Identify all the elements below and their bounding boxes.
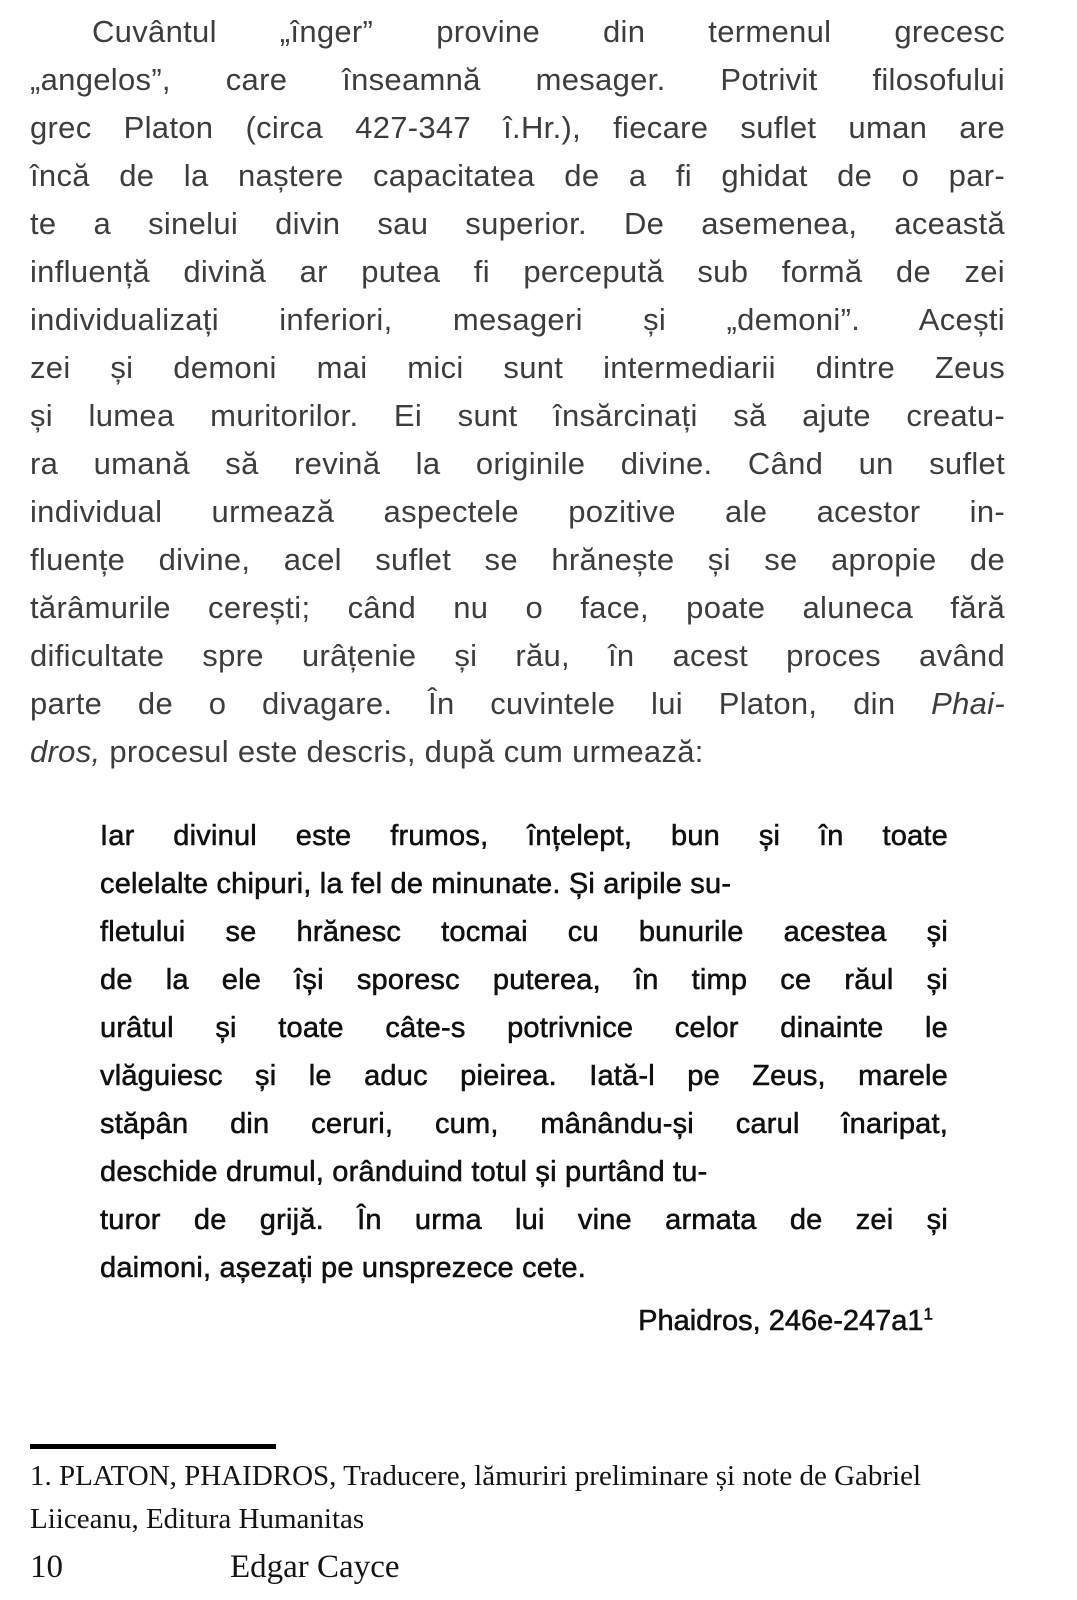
page-footer [0,1545,1077,1589]
text-line: turor de grijă. În urma lui vine armata de zei și [100,1204,948,1236]
text-line: individual urmează aspectele pozitive ale acestor in- [30,494,1005,529]
footnote [30,1455,1035,1541]
text-line: celelalte chipuri, la fel de minunate. Și aripile su- [100,868,732,900]
footnote-separator [30,1444,276,1449]
text-line: te a sinelui divin sau superior. De asemenea, această [30,206,1005,241]
text-line: Cuvântul „înger” provine din termenul grecesc [92,14,1005,49]
footnote-reference-mark: 1 [923,1304,933,1324]
text-line: „angelos”, care înseamnă mesager. Potrivit filosofului [30,62,1005,97]
text-line: dros, procesul este descris, după cum urmează: [30,734,704,769]
text-line: 1. PLATON, PHAIDROS, Traducere, lămuriri preliminare și note de Gabriel [30,1460,922,1492]
text-line: ra umană să revină la originile divine. Când un suflet [30,446,1005,481]
text-line: tărâmurile cerești; când nu o face, poate aluneca fără [30,590,1005,625]
body-paragraph [30,8,1005,776]
text-line: individualizați inferiori, mesageri și „demoni”. Acești [30,302,1005,337]
text-line: dificultate spre urâțenie și rău, în acest proces având [30,638,1005,673]
text-line: zei și demoni mai mici sunt intermediarii dintre Zeus [30,350,1005,385]
quote-block [100,812,948,1292]
quote-attribution [100,1297,933,1345]
text-line: fletului se hrănesc tocmai cu bunurile acestea și [100,916,948,948]
text-line: stăpân din ceruri, cum, mânându-și carul înaripat, [100,1108,948,1140]
text-line: daimoni, așezați pe unsprezece cete. [100,1252,586,1284]
text-line: urâtul și toate câte-s potrivnice celor dinainte le [100,1012,948,1044]
text-line: grec Platon (circa 427-347 î.Hr.), fiecare suflet uman are [30,110,1005,145]
text-line: fluențe divine, acel suflet se hrănește și se apropie de [30,542,1005,577]
page-number: 10 [30,1549,63,1585]
text-line: vlăguiesc și le aduc pieirea. Iată-l pe Zeus, marele [100,1060,948,1092]
text-line: influență divină ar putea fi percepută sub formă de zei [30,254,1005,289]
text-line: încă de la naștere capacitatea de a fi ghidat de o par- [30,158,1005,193]
attribution-text: Phaidros, 246e-247a1 [638,1305,924,1337]
running-title: Edgar Cayce [230,1549,400,1585]
text-line: Iar divinul este frumos, înțelept, bun și în toate [100,820,948,852]
text-line: și lumea muritorilor. Ei sunt însărcinați să ajute creatu- [30,398,1005,433]
text-line: Liiceanu, Editura Humanitas [30,1503,365,1535]
text-line: de la ele își sporesc puterea, în timp ce răul și [100,964,948,996]
text-line: parte de o divagare. În cuvintele lui Platon, din Phai- [30,686,1005,721]
text-line: deschide drumul, orânduind totul și purtând tu- [100,1156,708,1188]
